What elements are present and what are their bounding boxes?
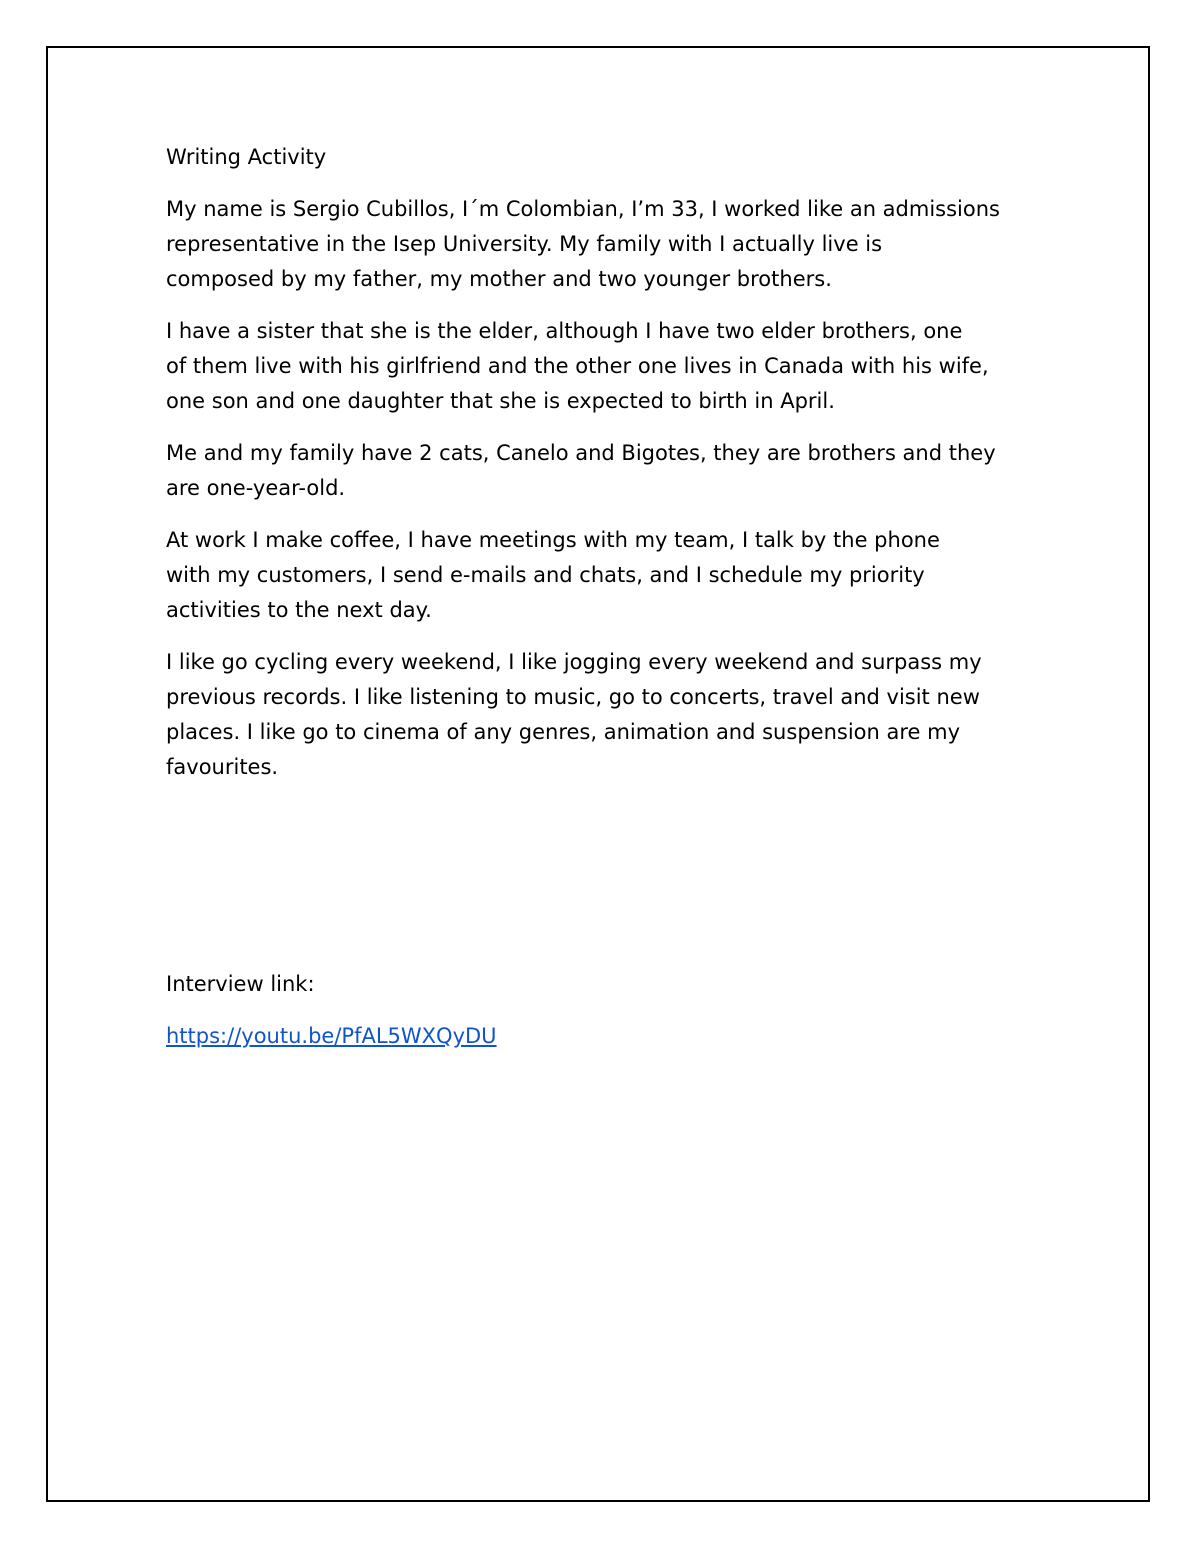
- paragraph-pets: [166, 436, 1046, 506]
- paragraph-line: I have a sister that she is the elder, although I have two elder brothers, one: [166, 319, 963, 343]
- paragraph-line: I like go cycling every weekend, I like jogging every weekend and surpass my: [166, 650, 982, 674]
- paragraph-line: are one-year-old.: [166, 476, 346, 500]
- paragraph-line: activities to the next day.: [166, 598, 432, 622]
- paragraph-line: Me and my family have 2 cats, Canelo and Bigotes, they are brothers and they: [166, 441, 996, 465]
- interview-label: Interview link:: [166, 972, 315, 996]
- paragraph-hobbies: [166, 645, 1046, 785]
- paragraph-line: previous records. I like listening to music, go to concerts, travel and visit new: [166, 685, 980, 709]
- paragraph-line: of them live with his girlfriend and the other one lives in Canada with his wife,: [166, 354, 989, 378]
- document-title: Writing Activity: [166, 145, 327, 169]
- paragraph-line: places. I like go to cinema of any genres, animation and suspension are my: [166, 720, 961, 744]
- paragraph-introduction: [166, 192, 1046, 297]
- paragraph-line: favourites.: [166, 755, 279, 779]
- interview-link[interactable]: https://youtu.be/PfAL5WXQyDU: [166, 1024, 497, 1048]
- document-body: [166, 140, 1046, 1054]
- paragraph-line: one son and one daughter that she is expected to birth in April.: [166, 389, 835, 413]
- paragraph-line: composed by my father, my mother and two younger brothers.: [166, 267, 832, 291]
- paragraph-siblings: [166, 314, 1046, 419]
- paragraph-line: My name is Sergio Cubillos, I´m Colombian, I’m 33, I worked like an admissions: [166, 197, 1000, 221]
- paragraph-work: [166, 523, 1046, 628]
- spacer: [166, 802, 1046, 967]
- paragraph-line: representative in the Isep University. My family with I actually live is: [166, 232, 883, 256]
- paragraph-line: with my customers, I send e-mails and chats, and I schedule my priority: [166, 563, 925, 587]
- paragraph-line: At work I make coffee, I have meetings with my team, I talk by the phone: [166, 528, 940, 552]
